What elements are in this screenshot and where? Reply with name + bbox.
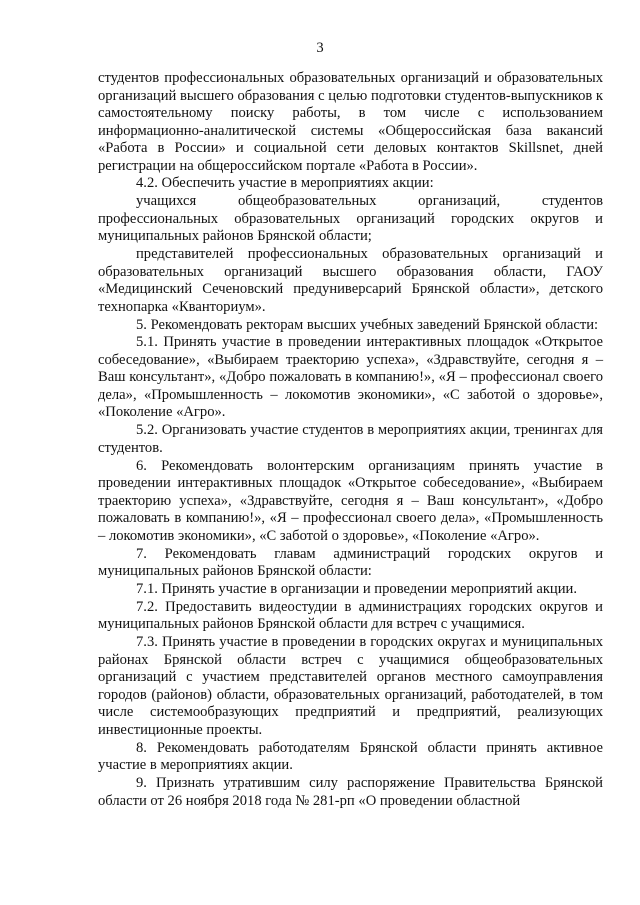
paragraph: 9. Признать утратившим силу распоряжение Правительства Брянской области от 26 ноября 2018 года № 281-рп «О проведении областной: [98, 775, 603, 809]
paragraph: учащихся общеобразовательных организаций, студентов профессиональных образовательных организаций городских округов и муниципальных районов Брянской области;: [98, 193, 603, 245]
paragraph: 5.1. Принять участие в проведении интерактивных площадок «Открытое собеседование», «Выбираем траекторию успеха», «Здравствуйте, сегодня я – Ваш консультант», «Добро пожаловать в компанию!», «Я – профессионал своего дела», «Промышленность – локомотив экономики», «С заботой о здоровье», «Поколение «Агро».: [98, 334, 603, 421]
paragraph: 4.2. Обеспечить участие в мероприятиях акции:: [136, 175, 434, 192]
paragraph: 5. Рекомендовать ректорам высших учебных заведений Брянской области:: [136, 316, 599, 333]
document-body: [98, 70, 603, 810]
paragraph: представителей профессиональных образовательных организаций и образовательных организаций высшего образования области, ГАОУ «Медицинский Сеченовский предуниверсарий Брянской области», детского технопарка «Кванториум».: [98, 246, 603, 315]
paragraph: 5.2. Организовать участие студентов в мероприятиях акции, тренингах для студентов.: [98, 422, 603, 456]
paragraph: 7.3. Принять участие в проведении в городских округах и муниципальных районах Брянской области встреч с учащимися общеобразовательных организаций с участием представителей органов местного самоуправления городов (районов) области, образовательных организаций, работодателей, в том числе системообразующих предприятий и предприятий, реализующих инвестиционные проекты.: [98, 634, 603, 738]
paragraph: 6. Рекомендовать волонтерским организациям принять участие в проведении интерактивных площадок «Открытое собеседование», «Выбираем траекторию успеха», «Здравствуйте, сегодня я – Ваш консультант», «Добро пожаловать в компанию!», «Я – профессионал своего дела», «Промышленность – локомотив экономики», «С заботой о здоровье», «Поколение «Агро».: [98, 457, 603, 544]
paragraph: 7.1. Принять участие в организации и проведении мероприятий акции.: [136, 581, 577, 598]
page-number: 3: [316, 40, 324, 56]
paragraph: 8. Рекомендовать работодателям Брянской области принять активное участие в мероприятиях акции.: [98, 739, 603, 774]
paragraph: 7.2. Предоставить видеостудии в администрациях городских округов и муниципальных районов Брянской области для встреч с учащимися.: [98, 598, 603, 633]
paragraph: 7. Рекомендовать главам администраций городских округов и муниципальных районов Брянской области:: [98, 545, 603, 580]
paragraph: студентов профессиональных образовательных организаций и образовательных организаций высшего образования с целью подготовки студентов-выпускников к самостоятельному поиску работы, в том числе с использованием информационно-аналитической системы «Общероссийская база вакансий «Работа в России» и социальной сети деловых контактов Skillsnet, дней регистрации на общероссийском портале «Работа в России».: [98, 70, 603, 174]
